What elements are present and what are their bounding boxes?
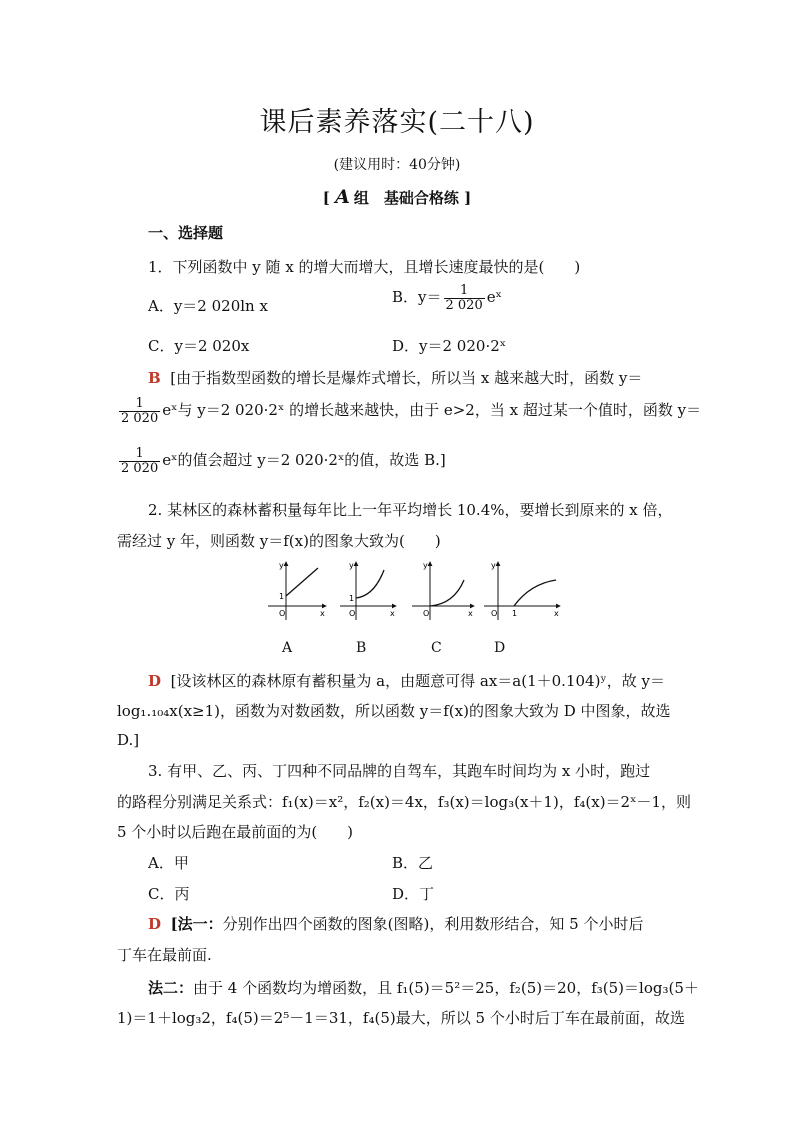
graph-d bbox=[484, 561, 560, 620]
q2-stem-line2: 需经过 y 年，则函数 y＝f(x)的图象大致为( ) bbox=[117, 532, 441, 550]
q2-explanation-line2: log₁.₁₀₄x(x≥1)，函数为对数函数，所以函数 y＝f(x)的图象大致为 D 中图象，故选 bbox=[117, 702, 671, 720]
fraction: $\frac{1}{2 020}$ bbox=[445, 283, 483, 313]
fraction: $\frac{1}{2 020}$ bbox=[121, 446, 159, 476]
svg-text:y: y bbox=[423, 561, 428, 570]
fraction: $\frac{1}{2 020}$ bbox=[121, 396, 159, 426]
svg-text:O: O bbox=[491, 609, 498, 618]
q1-answer: B bbox=[148, 369, 161, 387]
svg-text:x: x bbox=[554, 609, 559, 618]
q3-stem-line3: 5 个小时以后跑在最前面的为( ) bbox=[117, 823, 354, 841]
q3-method2-line2: 1)＝1＋log₃2，f₄(5)＝2⁵－1＝31，f₄(5)最大，所以 5 个小时后丁车在最前面，故选 bbox=[117, 1009, 685, 1027]
group-letter: A bbox=[335, 186, 350, 208]
svg-text:y: y bbox=[491, 561, 496, 570]
q1-explanation-line1: B [由于指数型函数的增长是爆炸式增长，所以当 x 越来越大时，函数 y＝ bbox=[148, 369, 643, 387]
svg-text:1: 1 bbox=[279, 592, 285, 601]
svg-text:x: x bbox=[468, 609, 473, 618]
q2-explanation-line1: D [设该林区的森林原有蓄积量为 a，由题意可得 ax＝a(1＋0.104)ʸ，故 y＝ bbox=[148, 672, 666, 690]
q1-option-c: C．y＝2 020x bbox=[148, 337, 250, 355]
suggested-time: (建议用时：40分钟) bbox=[333, 157, 461, 173]
q3-method1-line2: 丁车在最前面. bbox=[117, 946, 212, 964]
q1-explanation-line3: $\frac{1}{2 020}$ eˣ的值会超过 y＝2 020·2ˣ的值，故选 B.] bbox=[121, 446, 446, 476]
q1-option-d: D．y＝2 020·2ˣ bbox=[392, 337, 507, 355]
graph-label-c: C bbox=[431, 640, 442, 656]
svg-text:x: x bbox=[390, 609, 395, 618]
graph-b bbox=[340, 561, 396, 620]
svg-text:O: O bbox=[423, 609, 430, 618]
group-label: 组 基础合格练 bbox=[353, 189, 459, 207]
q1-explanation-line2: $\frac{1}{2 020}$ eˣ与 y＝2 020·2ˣ 的增长越来越快，由于 e>2，当 x 超过某一个值时，函数 y＝ bbox=[121, 396, 702, 426]
svg-text:1: 1 bbox=[349, 594, 355, 603]
q1-option-b: B．y＝ $\frac{1}{2 020}$ eˣ bbox=[392, 283, 502, 313]
q3-method2-line1: 法二：由于 4 个函数均为增函数，且 f₁(5)＝5²＝25，f₂(5)＝20，f₃(5)＝log₃(5＋ bbox=[148, 979, 699, 997]
q2-answer: D bbox=[148, 672, 162, 690]
graph-label-d: D bbox=[494, 640, 506, 656]
q3-stem-line2: 的路程分别满足关系式：f₁(x)＝x²，f₂(x)＝4x，f₃(x)＝log₃(x＋1)，f₄(x)＝2ˣ－1，则 bbox=[117, 793, 691, 811]
q2-explanation-line3: D.] bbox=[117, 731, 140, 749]
graph-c bbox=[412, 561, 474, 620]
q2-stem-line1: 2. 某林区的森林蓄积量每年比上一年平均增长 10.4%，要增长到原来的 x 倍， bbox=[148, 501, 673, 519]
svg-text:O: O bbox=[279, 609, 286, 618]
q3-option-d: D．丁 bbox=[392, 885, 435, 903]
q1-stem: 1．下列函数中 y 随 x 的增大而增大，且增长速度最快的是( ) bbox=[148, 258, 581, 276]
page-title: 课后素养落实(二十八) bbox=[259, 107, 535, 138]
group-bracket-open: [ bbox=[322, 189, 330, 207]
q3-option-a: A．甲 bbox=[148, 854, 189, 872]
q3-answer: D bbox=[148, 915, 162, 933]
q1-option-a: A．y＝2 020ln x bbox=[148, 297, 268, 315]
svg-text:y: y bbox=[349, 561, 354, 570]
svg-text:y: y bbox=[279, 561, 284, 570]
svg-text:O: O bbox=[349, 609, 356, 618]
svg-text:x: x bbox=[320, 609, 325, 618]
section-heading: 一、选择题 bbox=[148, 224, 224, 242]
svg-text:1: 1 bbox=[512, 609, 518, 618]
group-bracket-close: ] bbox=[464, 189, 472, 207]
graph-a bbox=[268, 561, 326, 620]
q3-stem-line1: 3. 有甲、乙、丙、丁四种不同品牌的自驾车，其跑车时间均为 x 小时，跑过 bbox=[148, 762, 651, 780]
q2-graph-options bbox=[262, 558, 562, 628]
q3-method1-line1: D [法一：分别作出四个函数的图象(图略)，利用数形结合，知 5 个小时后 bbox=[148, 915, 644, 933]
q3-option-c: C．丙 bbox=[148, 885, 190, 903]
graph-label-a: A bbox=[282, 640, 293, 656]
graph-label-b: B bbox=[356, 640, 367, 656]
group-heading bbox=[0, 186, 794, 208]
q3-option-b: B．乙 bbox=[392, 854, 434, 872]
